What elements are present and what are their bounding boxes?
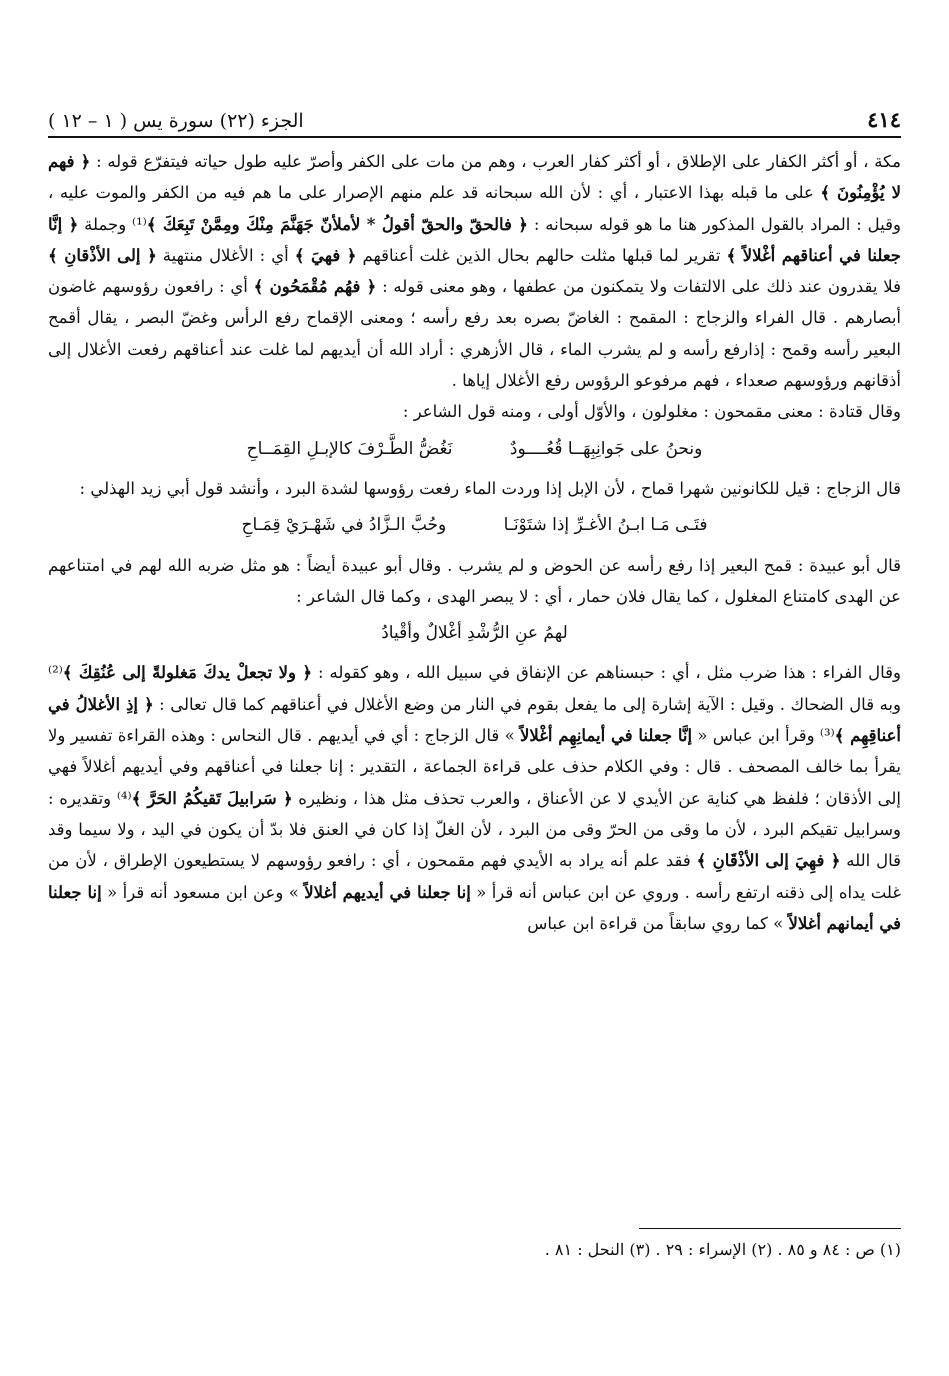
verse-2-second-hemistich: وحُبَّ الـزَّادُ في شَهْـرَيْ قِمَـاحِ	[241, 515, 447, 536]
quran-quote: ﴿ فهُم مُقْمَحُون ﴾	[253, 277, 377, 297]
text-run: تقرير لما قبلها مثلت حالهم بحال الذين غلت أعناقهم	[356, 245, 727, 265]
text-run: وقال الفراء : هذا ضرب مثل ، أي : حبسناهم عن الإنفاق في سبيل الله ، وهو كقوله :	[312, 663, 901, 683]
verse-2-first-hemistich: فتَـى مَـا ابـنُ الأغـرِّ إذا شتَوْنَـا	[503, 515, 708, 536]
poetry-verse-1	[48, 434, 901, 465]
quran-quote: ﴿ ولا تجعلْ يدكَ مَغلولةً إلى عُنُقِكَ ﴾	[62, 663, 313, 683]
text-run: فقد علم أنه يراد به الأيدي فهم مقمحون ، أي : رافعو رؤوسهم لا يستطيعون الإطراق ، لأن من غلت يداه إلى ذقنه ارتفع رأسه . وروي عن ابن عباس أنه قرأ «	[48, 851, 901, 902]
quran-quote: ﴿ سَرابيلَ تَقيكُمُ الحَرَّ ﴾	[131, 788, 293, 808]
paragraph-3: قال الزجاج : قيل للكانونين شهرا قماح ، لأن الإبل إذا وردت الماء رفعت رؤوسها لشدة البرد ، وأنشد قول أبي زيد الهذلي :	[79, 478, 901, 498]
text-run: ⁽³⁾ وقرأ ابن عباس «	[692, 726, 835, 746]
text-run: على ما قبله بهذا الاعتبار ، أي : لأن الله سبحانه قد علم منهم الإصرار على ما هم فيه من الكفر والموت عليه ، وقيل : المراد بالقول المذكور هنا ما هو قوله سبحانه :	[48, 183, 902, 234]
text-run: » قال الزجاج : أي في أيديهم . قال النحاس : وهذه القراءة تفسير ولا يقرأ بما خالف المصحف . قال : وفي الكلام حذف على قراءة الجماعة ، التقدير : إنا جعلنا في أعناقهم وفي أيديهم أغلالاً فهي إلى الأذقان ؛ فلفظ هي كناية عن الأيدي لا عن الأعناق ، والعرب تحذف مثل هذا ، ونظيره	[48, 726, 901, 808]
text-run: أي : الأغلال منتهية	[156, 245, 295, 265]
quran-quote: إنا جعلنا في أيديهم أغلالاً	[304, 882, 471, 902]
page-header	[48, 92, 901, 132]
quran-quote: ﴿ فالحقّ والحقّ أقولُ * لأملأنّ جَهَنَّمَ مِنْكَ ومِمَّنْ تَبِعَكَ ﴾	[146, 214, 528, 234]
text-run: ⁽¹⁾ وجملة	[78, 214, 147, 234]
quran-quote: ﴿ فهم لا يُؤْمِنُونَ ﴾	[48, 152, 901, 203]
poetry-verse-2	[48, 510, 901, 541]
text-run: » كما روي سابقاً من قراءة ابن عباس	[527, 913, 789, 933]
paragraph-5	[48, 657, 901, 939]
text-run: » وعن ابن مسعود أنه قرأ «	[101, 882, 305, 902]
page-body	[48, 146, 901, 939]
text-run: ⁽⁴⁾ وتقديره : وسرابيل تقيكم البرد ، لأن ما وقى من الحرّ وقى من البرد ، لأن الغلّ إذا كان في العنق فلا بدّ أن يكون في اليد ، ولا سيما وقد قال الله	[48, 788, 901, 871]
poetry-verse-3: لهمُ عنِ الرُّشْدِ أغْلالٌ وأقْيادُ	[381, 623, 568, 644]
verse-1-second-hemistich: نَغُضُّ الطَّـرْفَ كالإبـلِ القِمَــاحِ	[246, 438, 453, 459]
paragraph-2: وقال قتادة : معنى مقمحون : مغلولون ، والأوّل أولى ، ومنه قول الشاعر :	[402, 402, 901, 422]
verse-1-first-hemistich: ونحنُ على جَوانِبِهَــا قُعُــــودٌ	[509, 438, 703, 459]
quran-quote: ﴿ فهِيَ إلى الأذْقَانِ ﴾	[696, 851, 841, 871]
running-title: الجزء (٢٢) سورة يس ( ١ – ١٢ )	[48, 110, 304, 132]
quran-quote: إنَّا جعلنا في أيمانِهِم أغْلالاً	[519, 726, 693, 746]
text-run: فلا يقدرون عند ذلك على الالتفات ولا يتمكنون من عطفها ، وهو معنى قوله :	[376, 277, 901, 297]
footnote-rule	[639, 1228, 901, 1229]
text-run: أي : رافعون رؤوسهم غاضون أبصارهم . قال الفراء والزجاج : المقمح : الغاضّ بصره بعد رفع رأسه ؛ ومعنى الإقماح رفع الرأس وغضّ البصر ، يقال أقمح البعير رأسه وقمح : إذارفع رأسه و لم يشرب الماء ، قال الأزهري : أراد الله أن أيديهم لما غلت عند أعناقهم رفعت الأغلال إلى أذقانهم ورؤوسهم صعداء ، فهم مرفوعو الرؤوس رفع الأغلال إياها .	[48, 277, 901, 391]
quran-quote: ﴿ إذِ الأغلالُ في أعناقِهِم ﴾	[48, 694, 901, 746]
header-rule	[48, 136, 901, 138]
text-run: مكة ، أو أكثر الكفار على الإطلاق ، أو أكثر كفار العرب ، وهم من مات على الكفر وأصرّ عليه طول حياته فيتفرّع قوله :	[90, 152, 902, 171]
text-run: ⁽²⁾ وبه قال الضحاك . وقيل : الآية إشارة إلى ما يفعل بقوم في النار من وضع الأغلال في أعناقهم كما قال تعالى :	[48, 663, 901, 714]
footnotes: (١) ص : ٨٤ و ٨٥ . (٢) الإسراء : ٢٩ . (٣) النحل : ٨١ .	[544, 1240, 901, 1259]
quran-quote: ﴿ إنَّا جعلنا في أعناقهم أغْلالاً ﴾	[48, 214, 902, 265]
quran-quote: ﴿ إلى الأذْقانِ ﴾	[48, 245, 157, 265]
paragraph-4: قال أبو عبيدة : قمح البعير إذا رفع رأسه عن الحوض و لم يشرب . وقال أبو عبيدة أيضاً : هو مثل ضربه الله لهم في امتناعهم عن الهدى كامتناع المغلول ، كما يقال فلان حمار ، أي : لا يبصر الهدى ، وكما قال الشاعر :	[48, 555, 901, 606]
page-number: ٤١٤	[867, 107, 901, 132]
quran-quote: إنا جعلنا في أيمانهم أغلالاً	[48, 882, 901, 933]
paragraph-1	[48, 146, 901, 396]
quran-quote: ﴿ فهيَ ﴾	[294, 245, 357, 265]
